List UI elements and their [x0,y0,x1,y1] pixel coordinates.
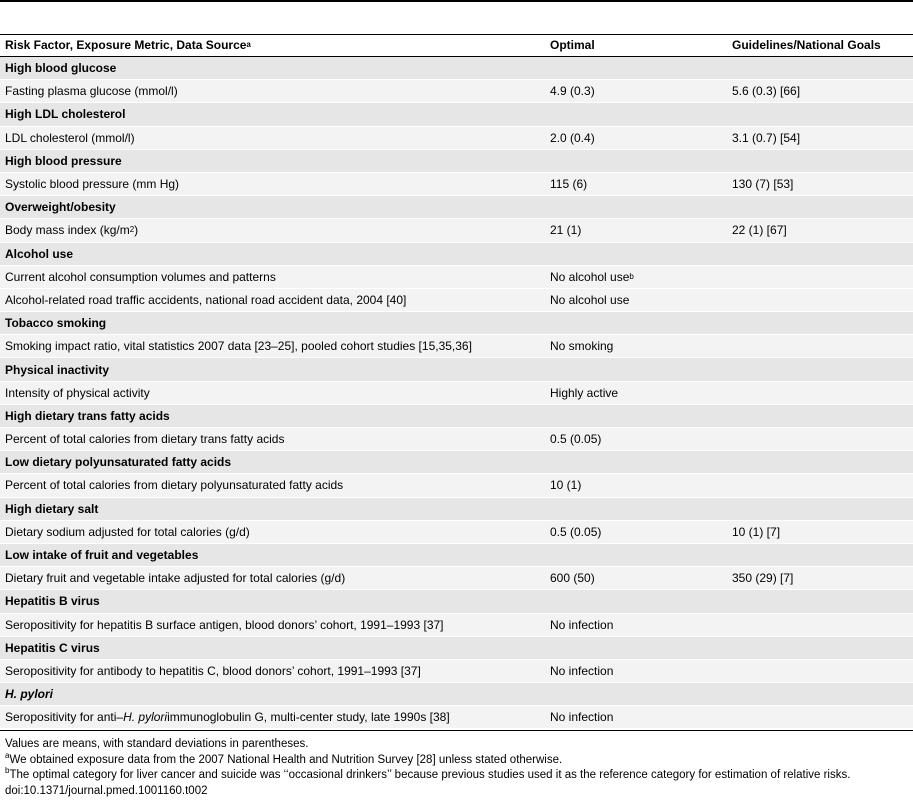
label-text: Seropositivity for antibody to hepatitis C, blood donors’ cohort, 1991–1993 [37] [5,663,421,678]
label-text: Dietary sodium adjusted for total calories (g/d) [5,524,250,539]
row-label [5,266,276,288]
group-header-row [0,683,913,706]
group-label [5,358,109,380]
label-text: Alcohol-related road traffic accidents, national road accident data, 2004 [40] [5,292,407,307]
row-label [5,289,406,311]
label-text: Percent of total calories from dietary polyunsaturated fatty acids [5,478,344,493]
optimal-value: No alcohol use [550,292,630,307]
row-label: Body mass index (kg/m 2 ) [5,223,139,238]
table-row [0,127,913,150]
optimal-cell [550,127,595,149]
optimal-value: 0.5 (0.05) [550,432,602,447]
label-text: Percent of total calories from dietary trans fatty acids [5,432,285,447]
table-row [0,289,913,312]
group-header-row [0,150,913,173]
footnote-b-text: The optimal category for liver cancer and suicide was ‘‘occasional drinkers’’ because previous studies used it as the reference category for estimation of relative risks. [9,769,851,781]
guideline-cell: 5.6 (0.3) [66] [732,84,801,99]
table-row [0,382,913,405]
optimal-cell [550,660,613,682]
table-row [0,660,913,683]
label-text: Overweight/obesity [5,200,116,215]
row-label [5,80,178,102]
optimal-value: No alcohol use [550,269,630,284]
label-text: LDL cholesterol (mmol/l) [5,130,135,145]
table-row [0,80,913,103]
label-italic-text: H. pylori [123,710,168,725]
optimal-cell [550,706,613,728]
optimal-value: 4.9 (0.3) [550,84,595,99]
group-header-row [0,637,913,660]
group-label [5,451,231,473]
label-text: Hepatitis C virus [5,640,100,655]
group-header-row [0,103,913,126]
group-label [5,103,125,125]
group-label [5,637,100,659]
label-text: Low intake of fruit and vegetables [5,548,199,563]
label-text: High LDL cholesterol [5,107,126,122]
label-text: High dietary salt [5,501,99,516]
optimal-value: No smoking [550,339,614,354]
group-label [5,150,122,172]
top-rule [0,0,913,2]
group-label [5,243,73,265]
label-text: Seropositivity for anti– [5,710,124,725]
table-row [0,567,913,590]
optimal-value: No infection [550,663,614,678]
optimal-cell: No alcohol use b [550,269,634,284]
group-header-row [0,358,913,381]
label-text: Smoking impact ratio, vital statistics 2007 data [23–25], pooled cohort studies [15,35,36] [5,339,472,354]
optimal-value: 0.5 (0.05) [550,524,602,539]
guideline-cell: 3.1 (0.7) [54] [732,130,801,145]
table-row [0,173,913,196]
optimal-cell [550,173,587,195]
footnote-a-text: We obtained exposure data from the 2007 National Health and Nutrition Survey [28] unless stated otherwise. [9,753,563,766]
group-label [5,405,170,427]
table-header [0,34,913,56]
optimal-cell [550,382,618,404]
footer-note: Values are means, with standard deviations in parentheses. [5,738,309,750]
optimal-value: No infection [550,617,614,632]
footnote-b-marker: b [5,766,10,776]
table-row [0,614,913,637]
optimal-cell [550,219,581,241]
row-label [5,521,250,543]
table-row [0,521,913,544]
label-text: Fasting plasma glucose (mmol/l) [5,84,178,99]
optimal-cell [550,80,595,102]
label-suffix-text: immunoglobulin G, multi-center study, late 1990s [38] [167,710,450,725]
group-header-row [0,498,913,521]
optimal-value: 21 (1) [550,223,582,238]
optimal-value: 115 (6) [550,177,588,192]
table-body [0,57,913,729]
optimal-value: 2.0 (0.4) [550,130,595,145]
label-text: Physical inactivity [5,362,110,377]
label-text: Current alcohol consumption volumes and patterns [5,269,276,284]
group-label [5,312,106,334]
table-row [0,266,913,289]
label-text: Intensity of physical activity [5,385,150,400]
label-text: High dietary trans fatty acids [5,408,170,423]
label-suffix-text: ) [134,223,139,238]
label-text: Systolic blood pressure (mm Hg) [5,177,180,192]
guideline-cell: 10 (1) [7] [732,524,781,539]
optimal-value: 10 (1) [550,478,582,493]
group-header-row [0,451,913,474]
optimal-cell [550,614,613,636]
group-label [5,683,53,705]
optimal-value: No infection [550,710,614,725]
group-header-row [0,243,913,266]
header-risk-factor-text: Risk Factor, Exposure Metric, Data Source [5,38,247,52]
row-label [5,660,421,682]
group-header-row [0,544,913,567]
table-row [0,474,913,497]
optimal-cell [550,521,601,543]
header-risk-factor: Risk Factor, Exposure Metric, Data Source a [5,38,251,52]
optimal-cell [550,335,613,357]
optimal-cell [550,474,581,496]
guideline-cell: 130 (7) [53] [732,177,794,192]
label-text: H. pylori [5,687,54,702]
footer-note-a [5,750,910,769]
label-text: Seropositivity for hepatitis B surface antigen, blood donors’ cohort, 1991–1993 [37] [5,617,444,632]
row-label [5,127,135,149]
row-label [5,474,343,496]
table-row [0,706,913,729]
group-label [5,498,98,520]
optimal-cell [550,567,595,589]
optimal-value: Highly active [550,385,619,400]
label-text: Dietary fruit and vegetable intake adjusted for total calories (g/d) [5,571,346,586]
group-header-row [0,405,913,428]
header-optimal: Optimal [550,38,595,52]
guideline-cell: 350 (29) [7] [732,571,794,586]
group-label [5,196,116,218]
label-text: Hepatitis B virus [5,594,100,609]
row-label [5,614,444,636]
label-text: Alcohol use [5,246,74,261]
row-label [5,428,284,450]
footnote-a-marker: a [5,750,10,760]
table-row [0,428,913,451]
group-header-row [0,196,913,219]
footer-doi: doi:10.1371/journal.pmed.1001160.t002 [5,784,208,797]
group-label [5,590,100,612]
row-label [5,173,179,195]
label-text: Tobacco smoking [5,316,107,331]
group-header-row [0,590,913,613]
table-bottom-rule [0,730,913,731]
footer-note-b [5,768,910,784]
group-header-row [0,312,913,335]
group-label [5,57,116,79]
table-footer [5,737,910,799]
row-label [5,706,450,728]
label-text: Low dietary polyunsaturated fatty acids [5,455,232,470]
label-text: High blood pressure [5,153,122,168]
label-text: High blood glucose [5,61,117,76]
optimal-cell [550,428,601,450]
group-header-row [0,57,913,80]
guideline-cell: 22 (1) [67] [732,223,787,238]
row-label [5,335,472,357]
label-text: Body mass index (kg/m [5,223,130,238]
header-guidelines: Guidelines/National Goals [732,38,881,52]
row-label [5,382,150,404]
optimal-value: 600 (50) [550,571,595,586]
table-row [0,219,913,242]
row-label [5,567,345,589]
optimal-cell [550,289,629,311]
table-row [0,335,913,358]
group-label [5,544,198,566]
